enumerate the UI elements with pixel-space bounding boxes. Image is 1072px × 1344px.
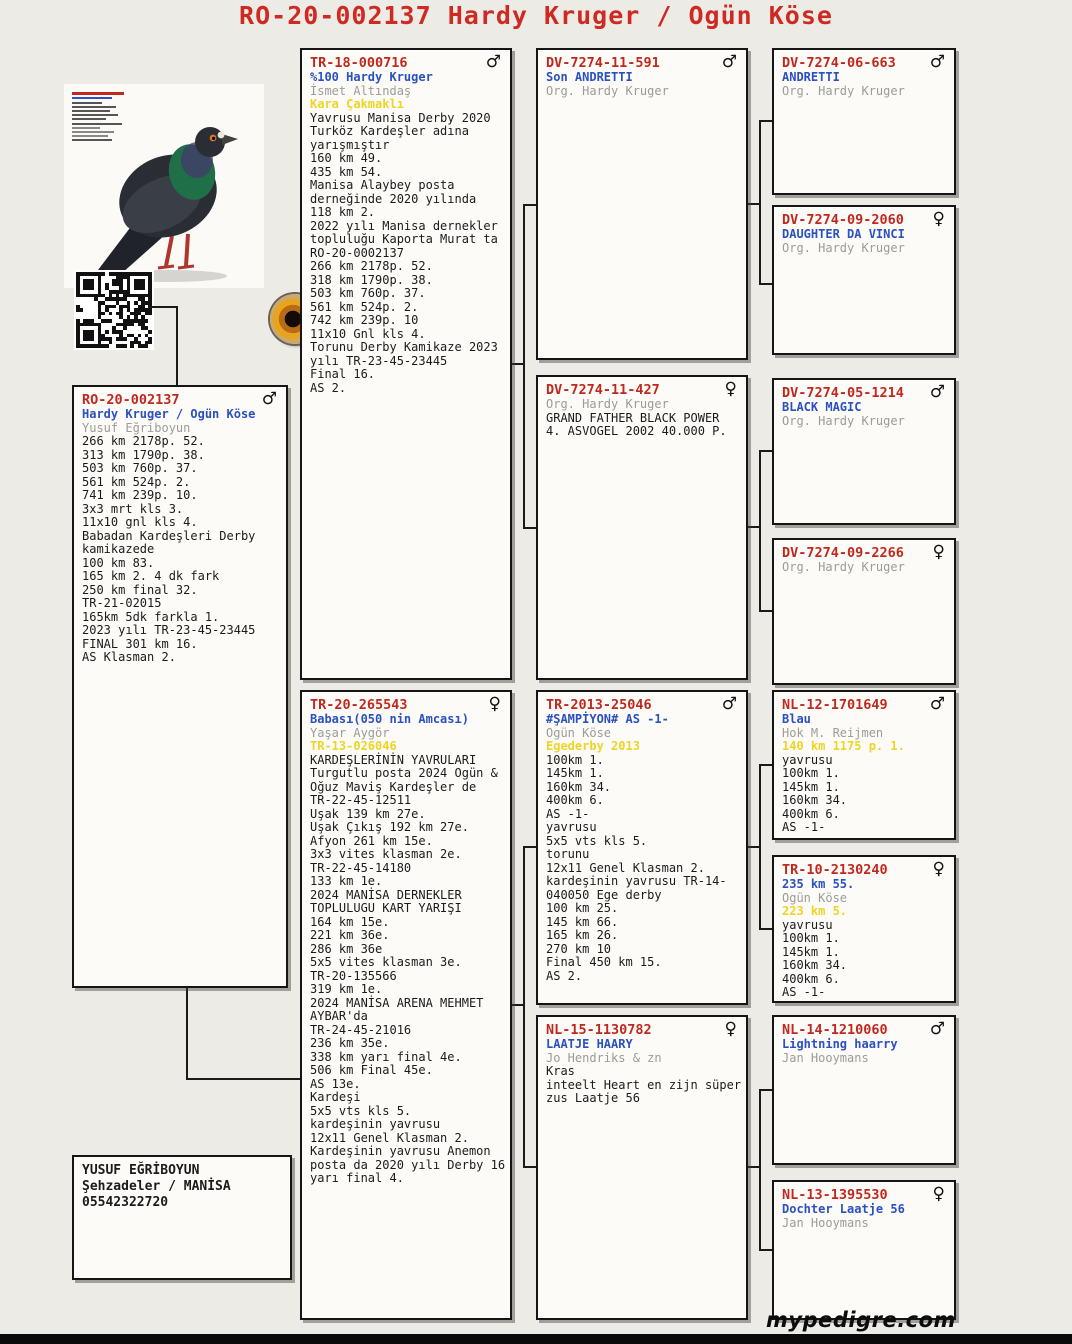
- male-gender-icon: ♂: [721, 694, 737, 714]
- ring-number: DV-7274-06-663: [782, 55, 896, 71]
- connector-line: [523, 1166, 536, 1168]
- pedigree-box-tr-18-000716: [300, 48, 512, 680]
- pigeon-name: Blau: [782, 712, 811, 726]
- connector-line: [523, 846, 525, 1168]
- ring-number: DV-7274-05-1214: [782, 385, 904, 401]
- ring-number: NL-13-1395530: [782, 1187, 888, 1203]
- connector-line: [759, 120, 761, 285]
- ring-number: DV-7274-11-591: [546, 55, 660, 71]
- connector-line: [523, 204, 525, 529]
- pedigree-box-dv-7274-11-427: [536, 375, 748, 680]
- breeder-name: Org. Hardy Kruger: [782, 83, 905, 98]
- pedigree-box-dv-7274-06-663: [772, 48, 956, 195]
- connector-line: [759, 764, 772, 766]
- ring-number: NL-14-1210060: [782, 1022, 888, 1038]
- highlight-line: 223 km 5.: [782, 904, 848, 918]
- pedigree-box-nl-15-1130782: [536, 1015, 748, 1320]
- breeder-name: Org. Hardy Kruger: [546, 397, 669, 411]
- female-gender-icon: ♀: [932, 859, 945, 879]
- owner-lines: YUSUF EĞRİBOYUN Şehzadeler / MANİSA 05542322720: [82, 1163, 231, 1210]
- connector-line: [759, 120, 772, 122]
- performance-lines: GRAND FATHER BLACK POWER 4. ASVOGEL 2002 40.000 P.: [546, 410, 727, 438]
- performance-lines: yavrusu 100km 1. 145km 1. 160km 34. 400km 6. AS -1-: [782, 917, 848, 999]
- connector-line: [759, 610, 772, 612]
- pigeon-name: DAUGHTER DA VINCI: [782, 227, 905, 241]
- connector-line: [186, 986, 188, 1080]
- female-gender-icon: ♀: [932, 1184, 945, 1204]
- breeder-name: Org. Hardy Kruger: [782, 560, 905, 574]
- male-gender-icon: ♂: [929, 694, 945, 714]
- ring-number: DV-7274-11-427: [546, 382, 660, 398]
- qr-code: [74, 270, 154, 350]
- connector-line: [186, 1078, 302, 1080]
- pigeon-name: Dochter Laatje 56: [782, 1202, 905, 1216]
- connector-line: [759, 1089, 772, 1091]
- pigeon-name: Hardy Kruger / Ogün Köse: [82, 407, 256, 421]
- breeder-name: İsmet Altındaş: [310, 83, 412, 98]
- pedigree-box-tr-20-265543: [300, 690, 512, 1320]
- breeder-name: Org. Hardy Kruger: [782, 413, 905, 428]
- photo-caption-lines: [72, 90, 142, 143]
- female-gender-icon: ♀: [932, 542, 945, 562]
- pedigree-box-dv-7274-11-591: [536, 48, 748, 360]
- breeder-name: Jan Hooymans: [782, 1050, 869, 1065]
- pedigree-box-nl-12-1701649: [772, 690, 956, 840]
- highlight-line: Kara Çakmaklı: [310, 97, 404, 111]
- pigeon-name: LAATJE HAARY: [546, 1037, 633, 1051]
- pigeon-photo: [64, 84, 264, 288]
- connector-line: [759, 1089, 761, 1251]
- owner-info-box: [72, 1155, 292, 1280]
- connector-line: [523, 204, 536, 206]
- pedigree-box-nl-14-1210060: [772, 1015, 956, 1165]
- performance-lines: 100km 1. 145km 1. 160km 34. 400km 6. AS -1- yavrusu 5x5 vts kls 5. torunu 12x11 Genel Klasman 2. kardeşinin yavrusu TR-14- 040050 Ege derby 100 km 25. 145 km 66. 165 km 26. 270 km 10 Final 450 km 15. AS 2.: [546, 752, 727, 983]
- breeder-name: Ogün Köse: [782, 890, 848, 905]
- mypedigre-logo: mypedigre.com: [766, 1308, 956, 1332]
- pigeon-name: BLACK MAGIC: [782, 400, 862, 414]
- performance-lines: Yavrusu Manisa Derby 2020 Turköz Kardeşler adına yarışmıştır 160 km 49. 435 km 54. Manisa Alaybey posta derneğinde 2020 yılında 118 km 2. 2022 yılı Manisa dernekler topluluğu Kaporta Murat ta RO-20-0002137 266 km 2178p. 52. 318 km 1790p. 38. 503 km 760p. 37. 561 km 524p. 2. 742 km 239p. 10 11x10 Gnl kls 4. Torunu Derby Kamikaze 2023 yılı TR-23-45-23445 Final 16. AS 2.: [310, 110, 498, 395]
- breeder-name: Org. Hardy Kruger: [782, 240, 905, 255]
- connector-line: [176, 306, 178, 387]
- performance-lines: 266 km 2178p. 52. 313 km 1790p. 38. 503 km 760p. 37. 561 km 524p. 2. 741 km 239p. 10. 3x3 mrt kls 3. 11x10 gnl kls 4. Babadan Kardeşleri Derby kamikazede 100 km 83. 165 km 2. 4 dk fark 250 km final 32. TR-21-02015 165km 5dk farkla 1. 2023 yılı TR-23-45-23445 FINAL 301 km 16. AS Klasman 2.: [82, 434, 256, 664]
- pedigree-box-dv-7274-05-1214: [772, 378, 956, 525]
- highlight-line: Egederby 2013: [546, 739, 640, 753]
- highlight-line: 140 km 1175 p. 1.: [782, 739, 905, 753]
- pedigree-box-nl-13-1395530: [772, 1180, 956, 1320]
- highlight-line: TR-13-026046: [310, 739, 397, 753]
- male-gender-icon: ♂: [929, 52, 945, 72]
- connector-line: [148, 306, 178, 308]
- connector-line: [759, 450, 761, 612]
- pedigree-box-dv-7274-09-2266: [772, 538, 956, 685]
- pigeon-name: Son ANDRETTI: [546, 70, 633, 84]
- ring-number: DV-7274-09-2060: [782, 212, 904, 228]
- male-gender-icon: ♂: [485, 52, 501, 72]
- breeder-name: Yaşar Aygör: [310, 725, 390, 740]
- breeder-name: Jo Hendriks & zn: [546, 1050, 662, 1065]
- connector-line: [759, 283, 772, 285]
- pigeon-name: Lightning haarry: [782, 1037, 898, 1051]
- pigeon-name: Babası(050 nin Amcası): [310, 712, 469, 726]
- connector-line: [759, 928, 772, 930]
- page-title: RO-20-002137 Hardy Kruger / Ogün Köse: [239, 1, 833, 30]
- male-gender-icon: ♂: [929, 382, 945, 402]
- connector-line: [759, 1249, 772, 1251]
- female-gender-icon: ♀: [724, 1019, 737, 1039]
- pedigree-box-tr-10-2130240: [772, 855, 956, 1003]
- female-gender-icon: ♀: [488, 694, 501, 714]
- connector-line: [523, 527, 536, 529]
- performance-lines: KARDEŞLERİNİN YAVRULARI Turgutlu posta 2024 Ogün & Oğuz Maviş Kardeşler de TR-22-45-12511 Uşak 139 km 27e. Uşak Çıkış 192 km 27e. Afyon 261 km 15e. 3x3 vites klasman 2e. TR-22-45-14180 133 km 1e. 2024 MANİSA DERNEKLER TOPLULUGU KART YARIŞI 164 km 15e. 221 km 36e. 286 km 36e 5x5 vites klasman 3e. TR-20-135566 319 km 1e. 2024 MANİSA ARENA MEHMET AYBAR'da TR-24-45-21016 236 km 35e. 338 km yarı final 4e. 506 km Final 45e. AS 13e. Kardeşi 5x5 vts kls 5. kardeşinin yavrusu 12x11 Genel Klasman 2. Kardeşinin yavrusu Anemon posta da 2020 yılı Derby 16 yarı final 4.: [310, 752, 506, 1185]
- breeder-name: Jan Hooymans: [782, 1215, 869, 1230]
- ring-number: TR-10-2130240: [782, 862, 888, 878]
- ring-number: NL-12-1701649: [782, 697, 888, 713]
- breeder-name: Ogün Köse: [546, 725, 612, 740]
- female-gender-icon: ♀: [724, 379, 737, 399]
- pedigree-box-dv-7274-09-2060: [772, 205, 956, 355]
- pedigree-box-tr-2013-25046: [536, 690, 748, 1005]
- ring-number: TR-20-265543: [310, 697, 408, 713]
- pigeon-name: ANDRETTI: [782, 70, 840, 84]
- pigeon-name: 235 km 55.: [782, 877, 855, 891]
- pedigree-box-ro-20-002137: [72, 385, 288, 988]
- performance-lines: yavrusu 100km 1. 145km 1. 160km 34. 400km 6. AS -1-: [782, 752, 848, 834]
- connector-line: [759, 764, 761, 930]
- bottom-scan-edge: [0, 1334, 1072, 1344]
- ring-number: NL-15-1130782: [546, 1022, 652, 1038]
- ring-number: RO-20-002137: [82, 392, 180, 408]
- ring-number: TR-18-000716: [310, 55, 408, 71]
- ring-number: DV-7274-09-2266: [782, 545, 904, 561]
- breeder-name: Yusuf Eğriboyun: [82, 420, 191, 435]
- breeder-name: Hok M. Reijmen: [782, 725, 884, 740]
- pigeon-name: %100 Hardy Kruger: [310, 70, 433, 84]
- connector-line: [759, 450, 772, 452]
- breeder-name: Org. Hardy Kruger: [546, 83, 669, 98]
- connector-line: [523, 846, 536, 848]
- male-gender-icon: ♂: [261, 389, 277, 409]
- performance-lines: Kras inteelt Heart en zijn süper zus Laatje 56: [546, 1064, 742, 1105]
- ring-number: TR-2013-25046: [546, 697, 652, 713]
- pigeon-name: #ŞAMPİYON# AS -1-: [546, 712, 669, 726]
- female-gender-icon: ♀: [932, 209, 945, 229]
- male-gender-icon: ♂: [721, 52, 737, 72]
- male-gender-icon: ♂: [929, 1019, 945, 1039]
